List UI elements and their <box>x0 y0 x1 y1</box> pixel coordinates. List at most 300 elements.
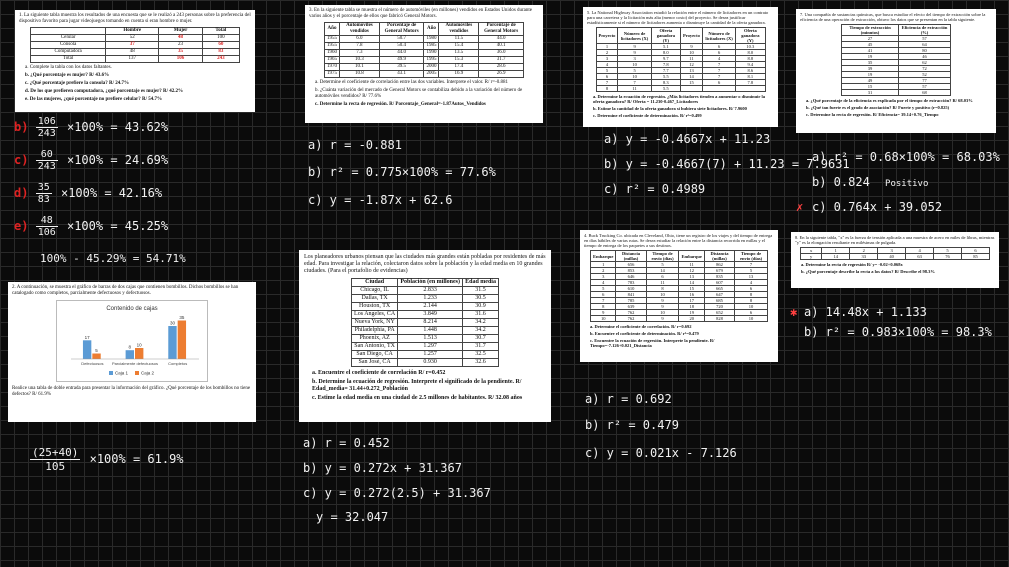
chart-categories <box>81 361 187 366</box>
table-header: Tiempo de extracción (minutos) <box>842 25 899 36</box>
item-label: c) <box>14 153 29 167</box>
bar-value-label: 35 <box>179 315 185 320</box>
list-item: b. ¿Cuánta variación del mercado de General Motors se contabiliza debido a la variación del número de automóviles vendidos? R/ 77.6% <box>315 88 523 99</box>
table-cell: 31.5 <box>463 287 499 295</box>
denominator: 243 <box>37 128 56 139</box>
table-cell: 13 <box>735 274 768 280</box>
fraction <box>36 149 58 172</box>
problem-4-card <box>580 230 778 362</box>
table-cell: 841 <box>616 292 646 298</box>
table-cell: 27 <box>842 36 899 42</box>
table-cell <box>680 86 702 92</box>
table-cell: 6 <box>702 50 735 56</box>
table-cell: 5 <box>591 286 616 292</box>
table-cell: 647 <box>704 292 734 298</box>
bar-caja-1-2 <box>168 326 176 359</box>
list-item: b. Determine la ecuación de regresión. Interprete el significado de la pendiente. R/ Edad_media= 31.44+0.272_Población <box>312 379 522 392</box>
table-cell: 828 <box>704 316 734 322</box>
table-cell: Chicago, IL <box>352 287 398 295</box>
table-cell: 8 <box>646 286 679 292</box>
table-cell: 862 <box>704 262 734 268</box>
table-header: Año <box>424 23 439 36</box>
table-cell: 19 <box>679 310 704 316</box>
table-header <box>31 28 106 35</box>
table-cell: 6 <box>735 310 768 316</box>
table-cell: 35 <box>842 60 899 66</box>
problem-8-text: 8. En la siguiente tabla, "x" es la fuerza de tensión aplicada a una muestra de acero en miles de libras, mientras "y" es la elongación resultante en milésimas de pulgada. <box>795 235 995 245</box>
city-problem-items <box>312 370 546 402</box>
table-cell: 45 <box>842 42 899 48</box>
table-cell: 34.2 <box>463 319 499 327</box>
table-cell: 10 <box>618 62 651 68</box>
table-cell: y <box>801 254 822 260</box>
list-item: c. Encuentre la ecuación de regresión. Interprete la pendiente. R/ Tiempo=-7.126+0.021_Distancia <box>590 338 715 348</box>
table-cell: 9 <box>618 50 651 56</box>
table-cell: 32.6 <box>463 359 499 367</box>
work-4-c: c) y = 0.021x - 7.126 <box>585 446 737 460</box>
chart-legend <box>109 371 155 376</box>
table-cell: 26.9 <box>479 71 524 78</box>
category-label: Defectuosos <box>81 361 104 366</box>
table-cell: 4 <box>735 280 768 286</box>
table-row <box>801 254 990 260</box>
table-row <box>31 42 240 49</box>
work-text: ×100% = 24.69% <box>66 153 169 167</box>
table-cell: 83 <box>202 49 239 56</box>
table-cell: 8.1 <box>736 74 765 80</box>
table-header: Oferta ganadora (Y) <box>736 28 765 44</box>
table-cell: 1.513 <box>398 335 463 343</box>
bar-caja-2-1 <box>135 348 143 359</box>
table-cell: 8 <box>735 292 768 298</box>
table-cell: 8 <box>596 86 618 92</box>
table-row <box>352 287 499 295</box>
list-item: b. Estime la cantidad de la oferta ganadora si hubiera siete licitadores. R/ 7.9600 <box>593 106 747 111</box>
table-cell: 17 <box>679 298 704 304</box>
table-header: Hombre <box>106 28 159 35</box>
list-item: b. ¿Qué tan fuerte es el grado de asociación? R/ Fuerte y positivo (r=0.825) <box>806 105 950 110</box>
table-cell: 8.3 <box>651 80 680 86</box>
bar-chart <box>57 301 207 381</box>
legend-swatch <box>135 371 139 375</box>
table-cell: 5 <box>596 68 618 74</box>
table-cell: Dallas, TX <box>352 295 398 303</box>
table-cell: 1965 <box>325 57 340 64</box>
city-problem-text: Los planeadores urbanos piensan que las ciudades más grandes están pobladas por residentes de más edad. Para investigar la relación, colectaron datos sobre la población y la edad media en 10 grandes ciudades. (Para el portafolio de evidencias) <box>304 254 546 274</box>
problem-7-card <box>796 9 996 133</box>
table-cell: 8.0 <box>736 50 765 56</box>
table-cell: 15.4 <box>439 43 479 50</box>
table-cell: 31.7 <box>463 343 499 351</box>
work-1-e-line2: 100% - 45.29% = 54.71% <box>40 252 186 265</box>
table-cell: 5.5 <box>651 86 680 92</box>
table-cell: Houston, TX <box>352 303 398 311</box>
table-row <box>325 36 524 43</box>
numerator: 48 <box>36 215 58 227</box>
table-cell: 14 <box>679 280 704 286</box>
work-1-e <box>14 215 168 238</box>
bar-value-label: 30 <box>169 320 175 326</box>
table-header: Proyecto <box>680 28 702 44</box>
table-cell: 36.0 <box>479 50 524 57</box>
table-cell: 137 <box>106 56 159 63</box>
table-row <box>325 71 524 78</box>
list-item: b. ¿Qué porcentaje describe la recta a los datos? R/ Describe el 98.3% <box>801 269 935 274</box>
work-4-b: b) r² = 0.479 <box>585 418 679 432</box>
table-cell: 8.214 <box>398 319 463 327</box>
table-cell: 9.4 <box>736 62 765 68</box>
work-city-d: y = 32.047 <box>316 510 389 524</box>
table-cell: 720 <box>704 304 734 310</box>
table-cell: 6 <box>591 292 616 298</box>
table-cell: 31.6 <box>463 311 499 319</box>
table-header: Embarque <box>679 251 704 262</box>
problem-2-text: 2. A continuación, se muestra el gráfico de barras de dos cajas que contienen bombillos. Dichos bombillos se han catalogado como completos, parcialmente defectuosos y defectuosos. <box>12 285 239 296</box>
fraction <box>30 446 80 473</box>
table-cell: 6 <box>702 44 735 50</box>
table-row <box>352 303 499 311</box>
work-5-c: c) r² = 0.4989 <box>604 182 706 196</box>
table-row <box>352 343 499 351</box>
table-cell: 2000 <box>424 64 439 71</box>
list-item: a. Determine el coeficiente de correlación entre las dos variables. Interprete el valor. R/ r=-0.881 <box>315 80 509 85</box>
list-item: a. Encuentre el coeficiente de correlación R/ r=0.452 <box>312 370 446 376</box>
item-label: e) <box>14 219 29 233</box>
table-cell: 16 <box>679 292 704 298</box>
problem-7-items <box>806 98 992 117</box>
problem-4-text: 4. Buck Trucking Co. ubicada en Cleveland, Ohio, tiene un registro de los viajes y del tiempo de entrega en días hábiles de varias rutas. Se desea estudiar la relación entre la distancia recorrida en millas y el tiempo de entrega de los paquetes a sus destinos. <box>584 233 773 248</box>
table-header: Población (en millones) <box>398 279 463 287</box>
table-cell: 1 <box>596 44 618 50</box>
table-row <box>325 50 524 57</box>
table-header: Eficiencia de extracción (%) <box>899 25 951 36</box>
table-cell: 39.5 <box>379 64 424 71</box>
work-text: ×100% = 43.62% <box>66 120 169 134</box>
work-text: ×100% = 42.16% <box>60 186 163 200</box>
table-cell: 8 <box>591 304 616 310</box>
bar-caja-2-2 <box>178 321 186 360</box>
table-cell: 783 <box>616 280 646 286</box>
list-item: c. Determine el coeficiente de determinación. R/ r²=0.499 <box>593 113 702 118</box>
fraction <box>36 182 52 205</box>
table-cell: 1.233 <box>398 295 463 303</box>
table-cell: 3 <box>878 248 906 254</box>
table-row <box>352 327 499 335</box>
table-cell: 1955 <box>325 36 340 43</box>
table-cell: 8.8 <box>736 56 765 62</box>
table-cell: 11.5 <box>439 36 479 43</box>
table-cell: 52 <box>899 72 951 78</box>
table-cell: Philadelphia, PA <box>352 327 398 335</box>
table-row <box>352 359 499 367</box>
table-cell: 48 <box>106 49 159 56</box>
table-cell: 639 <box>616 304 646 310</box>
table-cell: 1.257 <box>398 351 463 359</box>
work-city-b: b) y = 0.272x + 31.367 <box>303 461 462 475</box>
bar-value-label: 10 <box>136 342 142 348</box>
list-item: c. Estime la edad media en una ciudad de 2.5 millones de habitantes. R/ 32.08 años <box>312 395 523 401</box>
work-7-c: c) 0.764x + 39.052 <box>812 200 943 214</box>
problem-7-table <box>841 24 951 96</box>
table-cell: 68 <box>899 90 951 96</box>
table-cell: 14 <box>822 254 850 260</box>
table-cell: 62 <box>899 60 951 66</box>
table-cell: 30.7 <box>463 335 499 343</box>
table-cell: Celular <box>31 35 106 42</box>
table-cell: 15 <box>680 80 702 86</box>
bar-caja-2-0 <box>92 354 100 360</box>
table-cell: 52 <box>106 35 159 42</box>
table-cell: 23 <box>159 42 202 49</box>
table-cell: 8.6 <box>736 68 765 74</box>
table-cell: 40.1 <box>479 43 524 50</box>
table-cell: 2 <box>596 50 618 56</box>
table-cell: 853 <box>616 268 646 274</box>
table-cell: 5.5 <box>651 74 680 80</box>
table-header: Ciudad <box>352 279 398 287</box>
table-cell: 49 <box>842 78 899 84</box>
table-cell <box>736 86 765 92</box>
table-cell: 33 <box>850 254 878 260</box>
table-cell: 30.5 <box>463 295 499 303</box>
work-7-a: a) r² = 0.68×100% = 68.03% <box>812 150 1000 164</box>
numerator: (25+40) <box>32 446 79 459</box>
table-cell: 35 <box>159 49 202 56</box>
table-cell: 37 <box>106 42 159 49</box>
list-item: b. Encuentre el coeficiente de determinación. R/ r²=0.479 <box>590 331 699 336</box>
table-header: Número de licitadores (X) <box>618 28 651 44</box>
table-cell: 40 <box>878 254 906 260</box>
table-header: Edad media <box>463 279 499 287</box>
problem-1-text: 1. La siguiente tabla muestra los resultados de una encuesta que se le realizó a 243 personas sobre la preferencia del dispositivo favorito para jugar videojuegos tomando en cuenta si eran hombre o mujer. <box>19 13 251 24</box>
table-cell: 10.3 <box>340 57 380 64</box>
table-cell: 63 <box>906 254 934 260</box>
table-cell: 1995 <box>424 57 439 64</box>
table-cell: 4 <box>906 248 934 254</box>
table-cell: 43.1 <box>379 71 424 78</box>
table-row <box>352 351 499 359</box>
problem-8-items <box>801 262 995 274</box>
fraction <box>36 215 58 238</box>
table-cell: 50.4 <box>379 43 424 50</box>
table-cell: 14 <box>680 74 702 80</box>
table-cell: 15.3 <box>439 57 479 64</box>
bar-caja-1-0 <box>83 340 91 359</box>
table-cell: Los Angeles, CA <box>352 311 398 319</box>
table-cell: San Antonio, TX <box>352 343 398 351</box>
list-item: d. De los que prefieren computadora, ¿qué porcentaje es mujer? R/ 42.2% <box>25 89 184 94</box>
problem-3-items <box>315 80 539 108</box>
table-cell: 16.9 <box>439 71 479 78</box>
table-row <box>352 319 499 327</box>
table-cell: 4 <box>596 62 618 68</box>
work-4-a: a) r = 0.692 <box>585 392 672 406</box>
category-label: Parcialmente defectuosos <box>111 361 159 366</box>
table-header: Año <box>325 23 340 36</box>
chart-title: Contenido de cajas <box>106 306 158 312</box>
item-label: d) <box>14 186 29 200</box>
table-cell: 9 <box>646 316 679 322</box>
table-cell: 7.8 <box>340 43 380 50</box>
table-cell: San José, CA <box>352 359 398 367</box>
table-cell: 10.8 <box>340 71 380 78</box>
table-cell: 0.930 <box>398 359 463 367</box>
table-cell: 64 <box>899 42 951 48</box>
table-cell: 1960 <box>325 50 340 57</box>
table-cell: 5 <box>618 68 651 74</box>
bar-value-label: 8 <box>128 344 132 350</box>
table-header: Mujer <box>159 28 202 35</box>
table-cell: 652 <box>704 310 734 316</box>
work-text: b) 0.824 <box>812 175 870 189</box>
table-cell: 19 <box>842 54 899 60</box>
table-cell: 57 <box>899 36 951 42</box>
table-cell: 7 <box>618 80 651 86</box>
table-cell: 7 <box>591 298 616 304</box>
table-cell: 9 <box>646 298 679 304</box>
table-cell: 2 <box>591 268 616 274</box>
problem-1-table <box>30 27 240 63</box>
table-cell <box>702 86 735 92</box>
list-item: c. Determine la recta de regresión. R/ Porcentaje_General=-1.87Autos_Vendidos <box>315 102 486 107</box>
table-cell: 3 <box>618 56 651 62</box>
table-cell: 7 <box>702 62 735 68</box>
table-cell: 10.1 <box>340 64 380 71</box>
work-1-c <box>14 149 168 172</box>
table-header: Tiempo de envío (días) <box>646 251 679 262</box>
table-cell: 6.0 <box>340 36 380 43</box>
table-cell: 5 <box>934 248 962 254</box>
table-cell: 6 <box>596 74 618 80</box>
table-cell: 44.0 <box>479 36 524 43</box>
table-cell: 10 <box>735 304 768 310</box>
table-row <box>31 49 240 56</box>
table-cell: 15 <box>679 286 704 292</box>
problem-5-text: 5. La National Highway Association estudió la relación entre el número de licitadores en un contrato para una carretera y la licitación más alta (menor costo) del proyecto. Se desea justificar estadísticamente si el número de licitadores aumenta o disminuye la cantidad de la oferta ganadora. <box>587 10 769 25</box>
table-cell: 1.297 <box>398 343 463 351</box>
work-8-a: a) 14.48x + 1.133 <box>804 305 927 319</box>
table-cell: 39 <box>842 66 899 72</box>
table-cell: 665 <box>704 286 734 292</box>
table-cell: 2.833 <box>398 287 463 295</box>
table-cell: 80 <box>899 48 951 54</box>
bar-caja-1-1 <box>126 350 134 359</box>
problem-3-text: 3. En la siguiente tabla se muestra el número de automóviles (en millones) vendidos en Estados Unidos durante varios años y el porcentaje de ellos que fabricó General Motors. <box>309 8 533 19</box>
table-cell: 19 <box>842 72 899 78</box>
table-cell: 679 <box>704 268 734 274</box>
bar-value-label: 5 <box>95 348 98 353</box>
table-cell: 1 <box>591 262 616 268</box>
table-row <box>31 56 240 63</box>
problem-4-items <box>590 324 774 348</box>
table-cell: 3.849 <box>398 311 463 319</box>
work-text: ×100% = 45.25% <box>66 219 169 233</box>
table-cell: 7.3 <box>340 50 380 57</box>
table-cell: 12 <box>679 268 704 274</box>
work-7-c-mark: ✗ <box>796 200 804 214</box>
table-header: Porcentaje de General Motors <box>479 23 524 36</box>
table-cell: 5 <box>735 268 768 274</box>
table-cell: 10 <box>735 316 768 322</box>
table-cell: 1985 <box>424 43 439 50</box>
item-label: b) <box>14 120 29 134</box>
table-header: Porcentaje de General Motors <box>379 23 424 36</box>
table-cell: 12 <box>680 62 702 68</box>
list-item: e. De las mujeres, ¿qué porcentaje no prefiere celular? R/ 54.7% <box>25 97 162 102</box>
work-text: ×100% = 61.9% <box>89 452 184 466</box>
table-header: Oferta ganadora (Y) <box>651 28 680 44</box>
fraction <box>36 116 58 139</box>
table-cell: 7.8 <box>651 62 680 68</box>
table-cell: 76 <box>934 254 962 260</box>
table-cell: 9 <box>680 44 702 50</box>
work-3-a: a) r = -0.881 <box>308 138 402 152</box>
table-cell: 7 <box>702 68 735 74</box>
table-cell: 7 <box>702 74 735 80</box>
problem-3-card <box>305 5 543 123</box>
table-row <box>31 35 240 42</box>
table-cell: 31 <box>842 90 899 96</box>
table-cell: 44.0 <box>379 50 424 57</box>
table-cell: 34.2 <box>463 327 499 335</box>
problem-4-table <box>590 250 768 322</box>
table-cell: 9 <box>591 310 616 316</box>
table-cell: 100 <box>202 35 239 42</box>
table-cell: 30.9 <box>463 303 499 311</box>
table-cell: 85 <box>962 254 990 260</box>
table-cell: 9 <box>618 44 651 50</box>
table-cell: 11 <box>618 86 651 92</box>
table-cell: 1990 <box>424 50 439 57</box>
numerator: 60 <box>36 149 58 161</box>
list-item: b. ¿Qué porcentaje es mujer? R/ 43.6% <box>25 73 110 78</box>
table-cell: Consola <box>31 42 106 49</box>
work-note: Positivo <box>885 179 929 189</box>
denominator: 105 <box>45 460 66 473</box>
work-2 <box>30 446 184 473</box>
table-cell: 1970 <box>325 64 340 71</box>
table-row <box>325 43 524 50</box>
table-cell: 685 <box>704 298 734 304</box>
city-problem-card <box>299 250 551 422</box>
table-cell: x <box>801 248 822 254</box>
table-cell: 10.3 <box>736 44 765 50</box>
work-city-c: c) y = 0.272(2.5) + 31.367 <box>303 486 491 500</box>
table-cell: 32.5 <box>463 351 499 359</box>
table-cell: 17.4 <box>439 64 479 71</box>
table-cell: Total <box>31 56 106 63</box>
table-cell: 10 <box>680 50 702 56</box>
work-8-b: b) r² = 0.983×100% = 98.3% <box>804 325 992 339</box>
numerator: 106 <box>37 116 56 127</box>
table-header: Total <box>202 28 239 35</box>
list-item: a. Complete la tabla con los datos faltantes. <box>25 65 112 70</box>
table-cell: 41 <box>842 48 899 54</box>
chart-frame <box>56 300 208 382</box>
work-city-a: a) r = 0.452 <box>303 436 390 450</box>
table-cell: 6 <box>702 80 735 86</box>
table-cell: 1.448 <box>398 327 463 335</box>
work-5-b: b) y = -0.4667(7) + 11.23 = 7.9631 <box>604 157 850 171</box>
table-cell: 57 <box>899 84 951 90</box>
table-cell: 6 <box>735 286 768 292</box>
table-cell: 18 <box>679 304 704 310</box>
problem-5-card <box>583 7 778 127</box>
work-3-c: c) y = -1.87x + 62.6 <box>308 193 453 207</box>
table-cell: 46 <box>899 54 951 60</box>
table-cell: 10 <box>646 292 679 298</box>
work-7-b <box>812 175 928 189</box>
